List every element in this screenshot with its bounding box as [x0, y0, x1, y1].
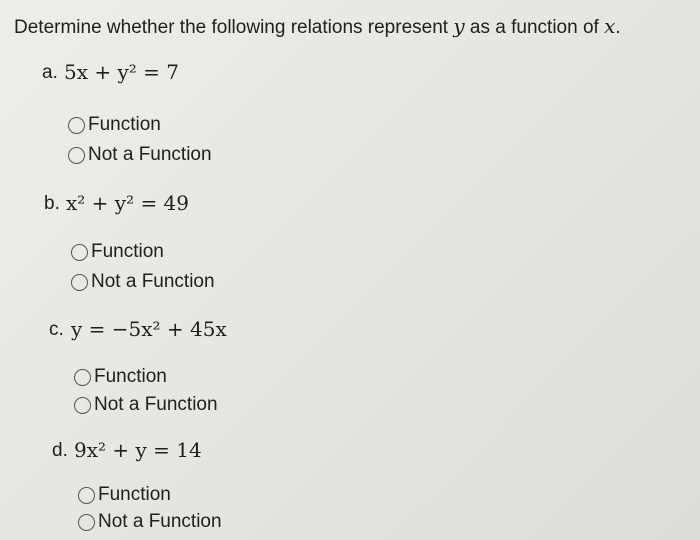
- question-a-option-function[interactable]: [68, 114, 161, 136]
- option-label: Function: [94, 366, 167, 387]
- option-label: Function: [98, 484, 171, 505]
- question-b-option-not-function[interactable]: [71, 271, 215, 293]
- question-a-option-not-function[interactable]: [68, 144, 212, 166]
- prompt-text-middle: as a function of: [464, 17, 605, 38]
- question-a-label: a.: [42, 62, 58, 83]
- question-d-option-function[interactable]: [78, 484, 171, 506]
- radio-button[interactable]: [68, 117, 85, 134]
- prompt-var-y: y: [453, 14, 465, 38]
- question-c-option-not-function[interactable]: [74, 394, 218, 416]
- radio-button[interactable]: [71, 274, 88, 291]
- option-label: Not a Function: [94, 394, 218, 415]
- question-b-equation: x² + y² = 49: [66, 191, 190, 215]
- option-label: Function: [91, 241, 164, 262]
- question-d-label: d.: [52, 440, 68, 461]
- radio-button[interactable]: [71, 244, 88, 261]
- option-label: Function: [88, 114, 161, 135]
- radio-button[interactable]: [74, 397, 91, 414]
- question-d-equation: 9x² + y = 14: [74, 438, 202, 462]
- question-c-option-function[interactable]: [74, 366, 167, 388]
- radio-button[interactable]: [78, 514, 95, 531]
- question-a-equation: 5x + y² = 7: [64, 60, 179, 84]
- radio-button[interactable]: [68, 147, 85, 164]
- question-b-option-function[interactable]: [71, 241, 164, 263]
- prompt-var-x: x: [604, 14, 616, 38]
- question-prompt: [14, 14, 621, 39]
- option-label: Not a Function: [91, 271, 215, 292]
- radio-button[interactable]: [78, 487, 95, 504]
- prompt-text-end: .: [615, 17, 621, 38]
- option-label: Not a Function: [98, 511, 222, 532]
- option-label: Not a Function: [88, 144, 212, 165]
- question-c-equation: y = −5x² + 45x: [71, 317, 227, 341]
- question-c-label: c.: [49, 319, 64, 340]
- prompt-text-before: Determine whether the following relations represent: [14, 17, 454, 38]
- question-d-option-not-function[interactable]: [78, 511, 222, 533]
- radio-button[interactable]: [74, 369, 91, 386]
- question-b-label: b.: [44, 193, 60, 214]
